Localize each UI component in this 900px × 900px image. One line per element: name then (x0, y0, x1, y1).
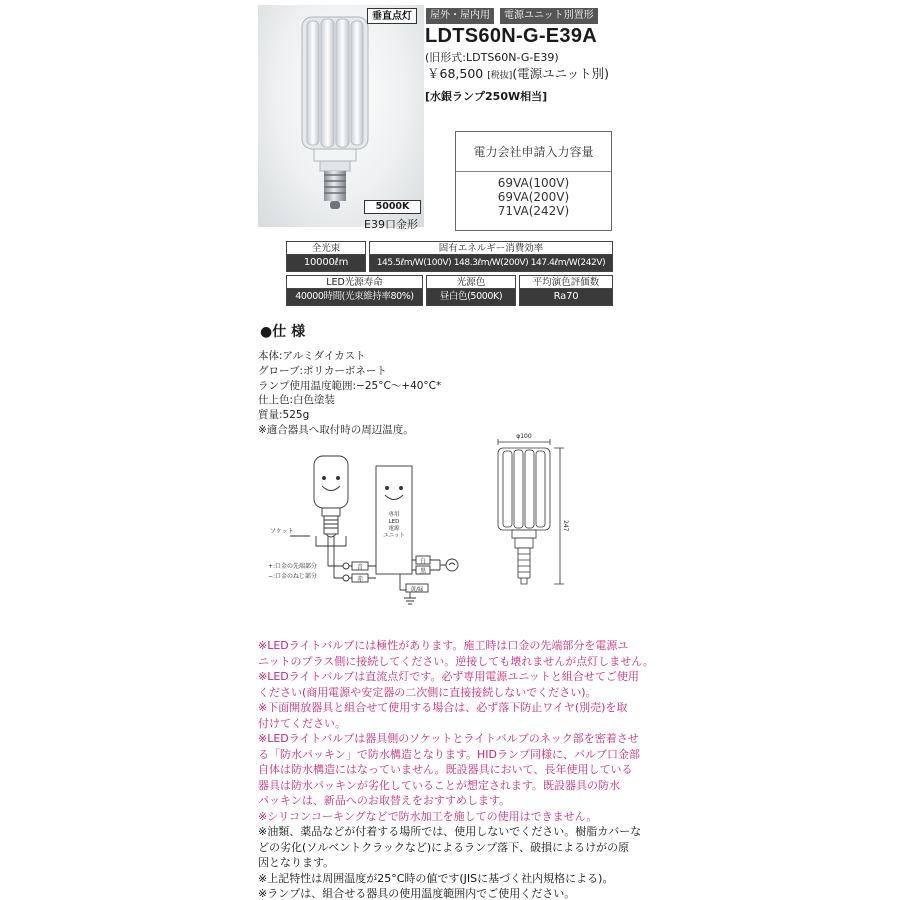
note (258, 700, 648, 731)
spec-list (258, 349, 441, 438)
wire-blue-label: 青 (356, 564, 364, 571)
note-line: ※ランプは、組合せる器具の使用温度範囲内でご使用ください。 (258, 887, 576, 900)
capacity-box (455, 131, 612, 231)
spec-lumens (286, 241, 366, 272)
note-line: ※上記特性は周囲温度が25°C時の値です(JISに基づく社内規格による)。 (258, 871, 614, 885)
note (258, 824, 648, 871)
note-line: 器具は防水パッキンが劣化していることが想定されます。既設器具の防水 (258, 778, 621, 792)
price-line (427, 64, 609, 82)
spec-value: 10000ℓm (287, 255, 365, 271)
base-shape: E39口金形 (364, 218, 418, 231)
spec-line: グローブ:ポリカーボネート (258, 364, 387, 377)
spec-label: 全光束 (287, 242, 365, 255)
socket-label: ソケット (270, 528, 294, 535)
unit-label-line: 電源 (388, 526, 400, 532)
capacity-value: 71VA(242V) (497, 204, 570, 218)
spec-section-title: ●仕 様 (260, 324, 306, 340)
note-line: ※LEDライトバルブは器具側のソケットとライトバルブのネック部を密着させ (258, 732, 639, 745)
unit-label-line: ユニット (383, 533, 405, 539)
unit-label-line: LED (388, 519, 400, 525)
capacity-value: 69VA(200V) (497, 190, 570, 204)
note-line: ください(商用電源や安定器の二次側に直接接続しないでください)。 (258, 685, 597, 699)
note-line: ニットのプラス側に接続してください。逆接しても壊れませんが点灯しません。 (258, 654, 654, 668)
spec-value: 昼白色(5000K) (427, 289, 515, 305)
spec-cri (519, 275, 613, 306)
note-line: 付けてください。 (258, 716, 346, 730)
spec-label: 光源色 (427, 276, 515, 289)
wire-ground-label: 黄/緑 (410, 587, 424, 593)
tag-separate-power-unit: 電源ユニット別置形 (500, 8, 598, 24)
note-line: ※LEDライトバルブには極性があります。施工時は口金の先端部分を電源ユ (258, 639, 629, 652)
price-tax-note: [税抜] (487, 71, 513, 81)
wire-red-label: 赤 (356, 576, 364, 583)
note-line: 因となります。 (258, 856, 335, 869)
spec-lifespan (286, 275, 423, 306)
tag-indoor-outdoor: 屋外・屋内用 (426, 8, 494, 24)
note-line: ※シリコンコーキングなどで防水加工を施しての使用はできません。 (258, 809, 598, 823)
led-bulb-image (258, 5, 424, 227)
minus-label: −:口金のねじ部分 (268, 573, 318, 580)
spec-line: ※適合器具へ取付時の周辺温度。 (258, 423, 414, 436)
dimension-drawing (490, 430, 570, 615)
color-temp-badge: 5000K (364, 200, 421, 214)
capacity-value: 69VA(100V) (497, 176, 570, 190)
spec-line: 仕上色:白色塗装 (258, 394, 336, 407)
product-photo (258, 5, 424, 227)
unit-label-line: 専用 (388, 512, 400, 518)
old-model-number: (旧形式:LDTS60N-G-E39) (425, 51, 559, 64)
spec-line: 質量:525g (258, 409, 310, 422)
capacity-header: 電力会社申請入力容量 (456, 132, 611, 172)
note-line: る「防水パッキン」で防水構造となります。HIDランプ同様に、バルブ口金部 (258, 747, 640, 761)
note (258, 871, 648, 887)
note-line: 自体は防水構造にはなっていません。既設器具において、長年使用している (258, 763, 633, 776)
note (258, 669, 648, 700)
price-note: (電源ユニット別) (512, 66, 610, 81)
tag-vertical-lighting: 垂直点灯 (367, 8, 417, 24)
note (258, 638, 654, 669)
wire-black-label: 黒 (419, 568, 427, 575)
wiring-diagram (260, 450, 470, 610)
note-line: ※油類、薬品などが付着する場所では、使用しないでください。樹脂カバーな (258, 825, 642, 838)
wire-white-label: 白 (419, 558, 427, 565)
note-line: ※LEDライトバルブは直流点灯です。必ず専用電源ユニットと組合せてご使用 (258, 670, 639, 683)
diameter-label: φ100 (516, 433, 532, 440)
equivalent-lamp: [水銀ランプ250W相当] (425, 90, 548, 103)
height-label: 247 (562, 520, 569, 532)
note-line: ※下面開放器具と組合せて使用する場合は、必ず落下防止ワイヤ(別売)を取 (258, 701, 628, 714)
model-number: LDTS60N-G-E39A (425, 25, 598, 47)
spec-light-color (426, 275, 516, 306)
spec-label: LED光源寿命 (287, 276, 422, 289)
spec-efficiency (369, 241, 613, 272)
note (258, 809, 648, 825)
note-line: どの劣化(ソルベントクラックなど)によるランプ落下、破損によるけがの原 (258, 840, 630, 854)
notes (258, 638, 654, 900)
spec-line: 本体:アルミダイカスト (258, 350, 366, 362)
note (258, 731, 648, 809)
note-line: パッキンは、新品へのお取替えをおすすめします。 (258, 794, 511, 807)
spec-value: Ra70 (520, 289, 612, 305)
spec-value: 40000時間(光束維持率80%) (287, 289, 422, 305)
plus-label: +:口金の先端部分 (268, 563, 318, 570)
price: ￥68,500 (427, 66, 484, 81)
spec-value: 145.5ℓm/W(100V) 148.3ℓm/W(200V) 147.4ℓm/W(242V) (370, 255, 612, 271)
note (258, 886, 648, 900)
spec-label: 固有エネルギー消費効率 (370, 242, 612, 255)
spec-line: ランプ使用温度範囲:−25°C〜+40°C* (258, 379, 442, 392)
spec-label: 平均演色評価数 (520, 276, 612, 289)
capacity-values (456, 172, 611, 218)
